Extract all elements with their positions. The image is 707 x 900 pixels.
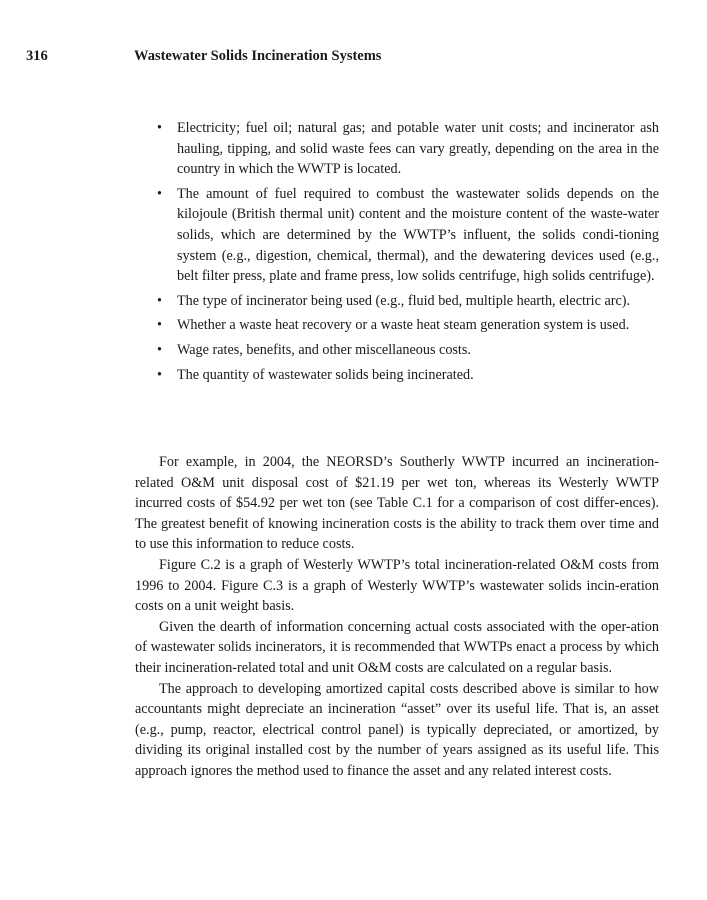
bullet-icon: •	[157, 185, 162, 202]
bullet-icon: •	[157, 292, 162, 309]
paragraph: For example, in 2004, the NEORSD’s Southerly WWTP incurred an incineration-related O&M unit disposal cost of $21.19 per wet ton, whereas its Westerly WWTP incurred costs of $54.92 per wet ton (see Table C.1 for a comparison of cost differ-ences). The greatest benefit of knowing incineration costs is the ability to track them over time and to use this information to reduce costs.	[135, 454, 659, 553]
bullet-icon: •	[157, 341, 162, 358]
bullet-item	[157, 118, 659, 180]
bullet-item	[157, 365, 659, 386]
bullet-text: Electricity; fuel oil; natural gas; and potable water unit costs; and incinerator ash hauling, tipping, and solid waste fees can vary greatly, depending on the area in the country in which the WWTP is located.	[177, 120, 659, 178]
bullet-text: The amount of fuel required to combust the wastewater solids depends on the kilojoule (British thermal unit) content and the moisture content of the waste-water solids, which are determined by the WWTP’s influent, the solids condi-tioning system (e.g., digestion, chemical, thermal), and the dewatering devices used (e.g., belt filter press, plate and frame press, low solids centrifuge, high solids centrifuge).	[177, 185, 659, 285]
paragraph: The approach to developing amortized capital costs described above is similar to how accountants might depreciate an incineration “asset” over its useful life. That is, an asset (e.g., pump, reactor, electrical control panel) is typically depreciated, or amortized, by dividing its original installed cost by the number of years assigned as its useful life. This approach ignores the method used to finance the asset and any related interest costs.	[135, 680, 659, 779]
bullet-text: Whether a waste heat recovery or a waste heat steam generation system is used.	[177, 317, 630, 334]
running-head	[26, 48, 667, 68]
paragraph: Figure C.2 is a graph of Westerly WWTP’s total incineration-related O&M costs from 1996 to 2004. Figure C.3 is a graph of Westerly WWTP’s wastewater solids incin-eration costs on a unit weight basis.	[135, 556, 659, 615]
paragraph-block	[135, 452, 659, 782]
bullet-list	[135, 118, 659, 385]
bullet-text: Wage rates, benefits, and other miscellaneous costs.	[177, 341, 471, 358]
bullet-item	[157, 291, 659, 312]
running-title: Wastewater Solids Incineration Systems	[134, 48, 382, 64]
paragraph: Given the dearth of information concerning actual costs associated with the oper-ation of wastewater solids incinerators, it is recommended that WWTPs enact a process by which their incineration-related total and unit O&M costs are calculated on a regular basis.	[135, 618, 659, 676]
bullet-item	[157, 315, 659, 336]
page-number: 316	[26, 48, 48, 64]
page-body	[135, 118, 659, 393]
bullet-text: The quantity of wastewater solids being incinerated.	[177, 366, 474, 383]
bullet-item	[157, 184, 659, 287]
bullet-text: The type of incinerator being used (e.g., fluid bed, multiple hearth, electric arc).	[177, 292, 631, 309]
bullet-icon: •	[157, 120, 162, 136]
bullet-icon: •	[157, 317, 162, 334]
bullet-item	[157, 340, 659, 361]
bullet-icon: •	[157, 366, 162, 383]
